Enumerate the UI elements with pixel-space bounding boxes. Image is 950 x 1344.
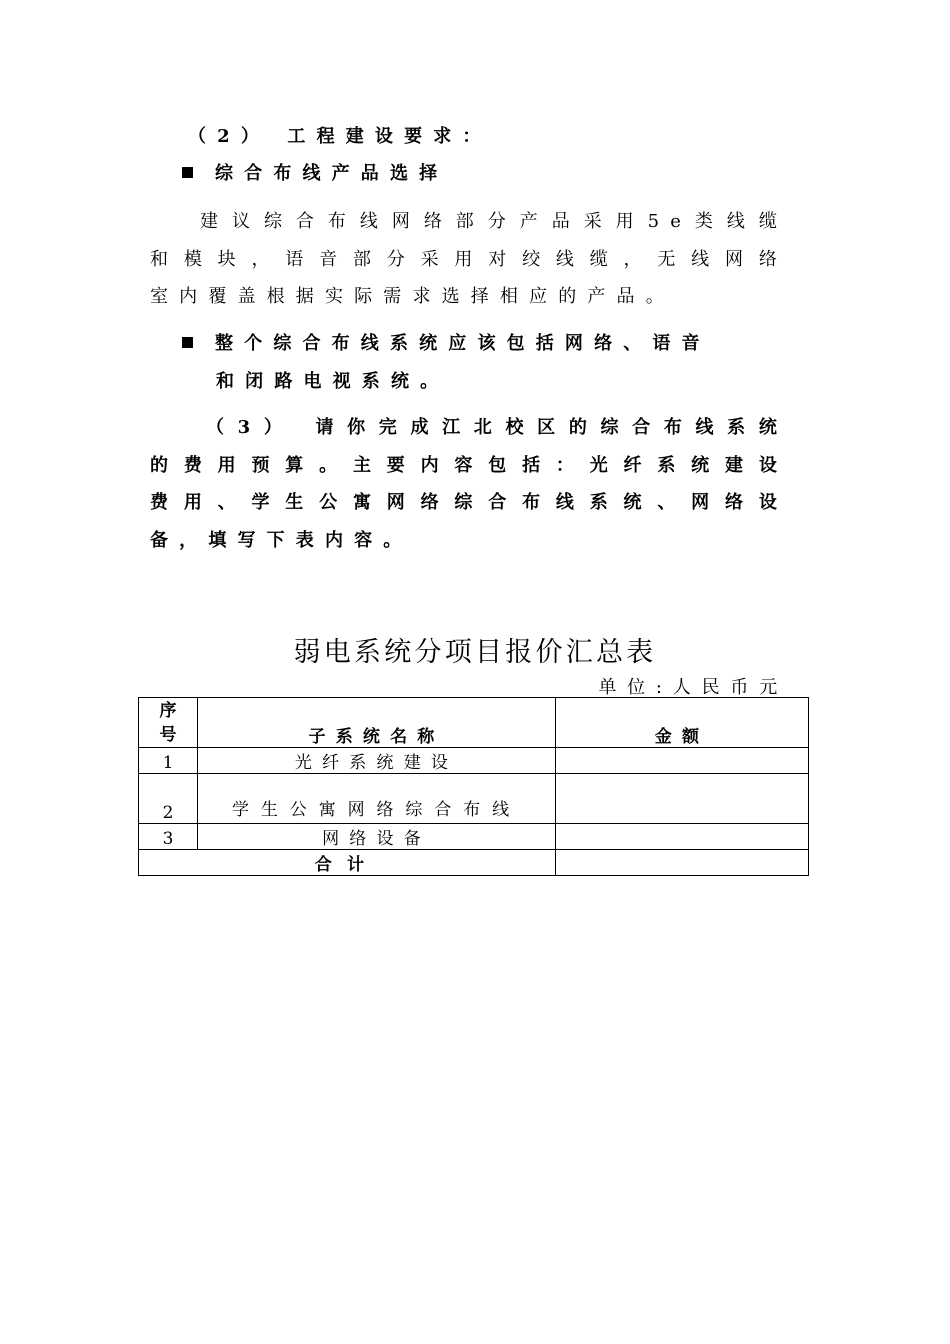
header-no: 序号 [139,698,198,748]
total-amount [556,850,809,876]
cell-no: 2 [139,774,198,824]
paragraph-line: 和模块，语音部分采用对绞线缆，无线网络 [150,249,788,270]
table-row [139,748,809,774]
section-3-line: （3） 请你完成江北校区的综合布线系统 [206,417,788,438]
bullet-text: 整个综合布线系统应该包括网络、语音 [215,333,711,354]
currency-unit: 单位:人民币元 [598,677,788,698]
header-name: 子系统名称 [198,698,556,748]
table-title: 弱电系统分项目报价汇总表 [293,637,657,668]
total-label: 合计 [139,850,556,876]
cell-amount [556,774,809,824]
cell-name: 网络设备 [198,824,556,850]
cell-name: 光纤系统建设 [198,748,556,774]
cell-name: 学生公寓网络综合布线 [198,774,556,824]
square-bullet-icon [182,167,193,178]
section-3-line: 备，填写下表内容。 [150,530,413,551]
table-row [139,824,809,850]
table-header-row [139,698,809,748]
bullet-text-continued: 和闭路电视系统。 [216,371,450,392]
paragraph-line: 室内覆盖根据实际需求选择相应的产品。 [150,286,675,307]
section-heading-2: （2） 工程建设要求： [188,126,492,147]
square-bullet-icon [182,337,193,348]
cell-no: 3 [139,824,198,850]
cell-amount [556,748,809,774]
table-row [139,774,809,824]
section-3-line: 的费用预算。主要内容包括：光纤系统建设 [150,455,788,476]
bullet-item-2 [182,332,788,356]
header-amount: 金额 [556,698,809,748]
cell-no: 1 [139,748,198,774]
quote-summary-table [138,697,809,876]
section-3-line: 费用、学生公寓网络综合布线系统、网络设 [150,492,788,513]
paragraph-line: 建议综合布线网络部分产品采用5e类线缆 [200,211,788,232]
bullet-text: 综合布线产品选择 [215,163,449,184]
table-total-row [139,850,809,876]
bullet-item-1 [182,162,822,186]
cell-amount [556,824,809,850]
